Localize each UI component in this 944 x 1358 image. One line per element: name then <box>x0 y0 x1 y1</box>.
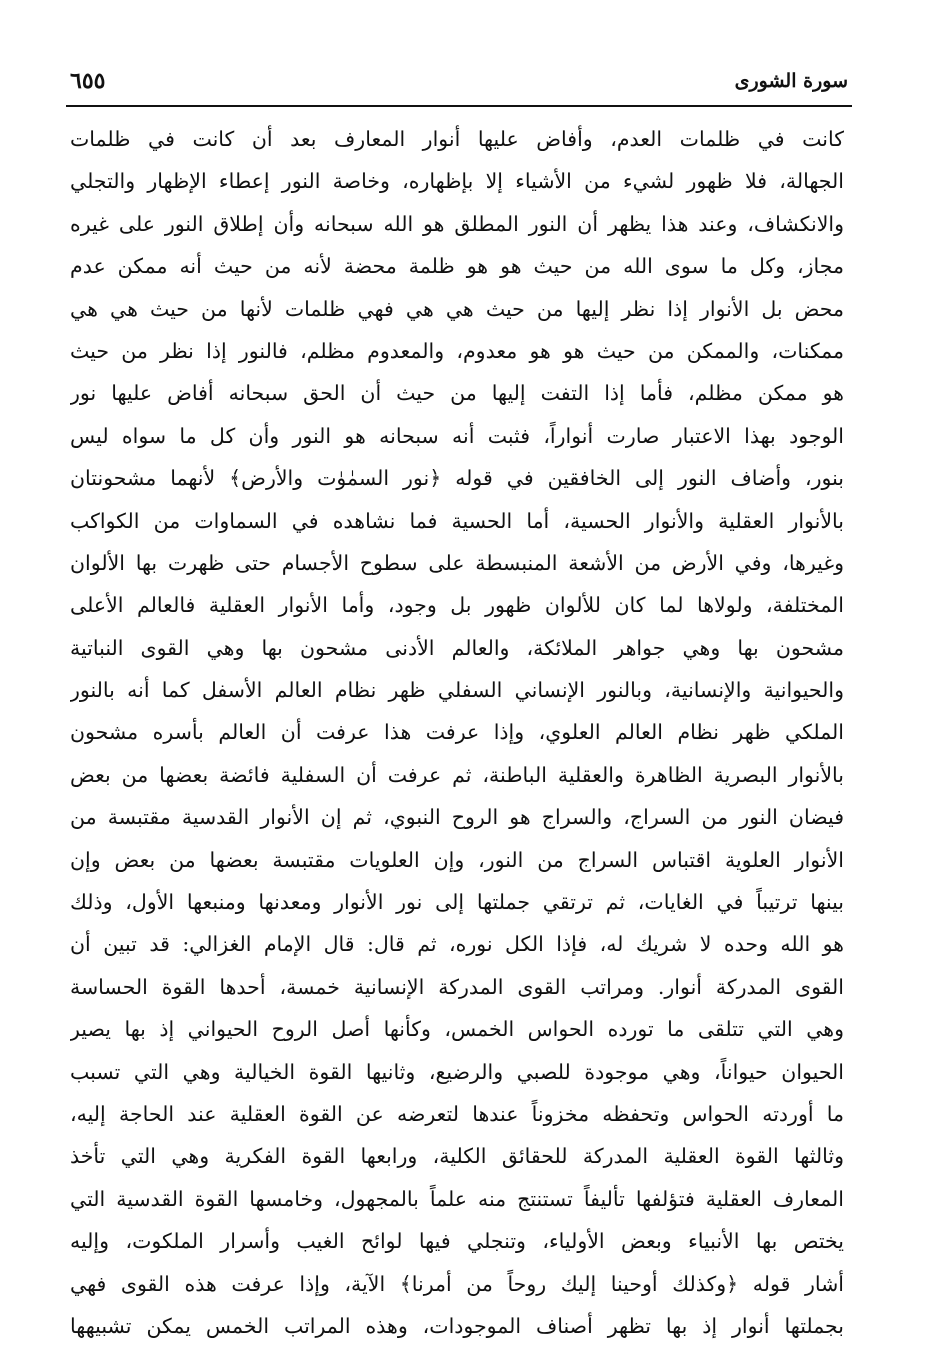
text-line: وغيرها، وفي الأرض من الأشعة المنبسطة على سطوح الأجسام حتى ظهرت بها الألوان <box>70 550 844 575</box>
text-line: فيضان النور من السراج، والسراج هو الروح النبوي، ثم إن الأنوار القدسية مقتبسة من <box>70 805 844 830</box>
page-number: ٦٥٥ <box>70 68 106 94</box>
text-line: بنور، وأضاف النور إلى الخافقين في قوله ﴿نور السمٰوٰت والأرض﴾ لأنهما مشحونتان <box>70 466 844 491</box>
text-line: أشار قوله ﴿وكذلك أوحينا إليك روحاً من أمرنا﴾ الآية، وإذا عرفت هذه القوى فهي <box>70 1271 844 1296</box>
text-line: والانكشاف، وعند هذا يظهر أن النور المطلق هو الله سبحانه وأن إطلاق النور على غيره <box>70 211 844 236</box>
text-line: بالأنوار العقلية والأنوار الحسية، أما الحسية فما نشاهده في السماوات من الكواكب <box>70 508 844 533</box>
text-line: والحيوانية والإنسانية، وبالنور الإنساني السفلي ظهر نظام العالم الأسفل كما أنه بالنور <box>70 678 844 703</box>
text-line: بالأنوار البصرية الظاهرة والعقلية الباطنة، ثم عرفت أن السفلية فائضة بعضها من بعض <box>70 762 844 787</box>
header-divider <box>66 105 852 107</box>
text-line: الوجود بهذا الاعتبار صارت أنواراً، فثبت أنه سبحانه هو النور وأن كل ما سواه ليس <box>70 423 844 448</box>
text-line: هو ممكن مظلم، فأما إذا التفت إليها من حيث أن الحق سبحانه أفاض عليها نور <box>70 381 844 406</box>
text-line: القوى المدركة أنوار. ومراتب القوى المدركة الإنسانية خمسة، أحدها القوة الحساسة <box>70 974 844 999</box>
text-line: الملكي ظهر نظام العالم العلوي، وإذا عرفت هذا عرفت أن العالم بأسره مشحون <box>70 720 844 745</box>
text-line: وهي التي تتلقى ما توردە الحواس الخمس، وكأنها أصل الروح الحيواني إذ بها يصير <box>70 1017 844 1042</box>
text-line: الحيوان حيواناً، وهي موجودة للصبي والرضيع، وثانيها القوة الخيالية وهي التي تسبب <box>70 1059 844 1084</box>
text-line: مشحون بها وهي جواهر الملائكة، والعالم الأدنى مشحون بها وهي القوى النباتية <box>70 635 844 660</box>
page-header <box>66 64 852 102</box>
text-line: يختص بها الأنبياء وبعض الأولياء، وتنجلي فيها لوائح الغيب وأسرار الملكوت، وإليه <box>70 1229 844 1254</box>
text-line: المختلفة، ولولاها لما كان للألوان ظهور بل وجود، وأما الأنوار العقلية فالعالم الأعلى <box>70 593 844 618</box>
body-text <box>70 118 844 1347</box>
text-line: هو الله وحده لا شريك له، فإذا الكل نوره، ثم قال: قال الإمام الغزالي: قد تبين أن <box>70 932 844 957</box>
text-line: ممكنات، والممكن من حيث هو هو معدوم، والمعدوم مظلم، فالنور إذا نظر من حيث <box>70 338 844 363</box>
text-line: وثالثها القوة العقلية المدركة للحقائق الكلية، ورابعها القوة الفكرية وهي التي تأخذ <box>70 1144 844 1169</box>
text-line: كانت في ظلمات العدم، وأفاض عليها أنوار المعارف بعد أن كانت في ظلمات <box>70 127 844 151</box>
text-line: بجملتها أنوار إذ بها تظهر أصناف الموجودات، وهذه المراتب الخمس يمكن تشبيهها <box>70 1313 844 1338</box>
text-line: بينها ترتيباً في الغايات، ثم ترتقي جملتها إلى نور الأنوار ومعدنها ومنبعها الأول، وذلك <box>70 890 844 915</box>
text-line: الجهالة، فلا ظهور لشيء من الأشياء إلا بإظهاره، وخاصة النور إعطاء الإظهار والتجلي <box>70 169 844 194</box>
surah-title: سورة الشورى <box>734 70 848 92</box>
text-line: الأنوار العلوية اقتباس السراج من النور، وإن العلويات مقتبسة بعضها من بعض وإن <box>70 847 844 872</box>
text-line: محض بل الأنوار إذا نظر إليها من حيث هي هي فهي ظلمات لأنها من حيث هي هي <box>70 296 844 321</box>
text-line: ما أوردته الحواس وتحفظه مخزوناً عندها لتعرضه عن القوة العقلية عند الحاجة إليه، <box>70 1101 844 1126</box>
text-line: مجاز، وكل ما سوى الله من حيث هو هو ظلمة محضة لأنه من حيث أنه ممكن عدم <box>70 254 844 279</box>
text-line: المعارف العقلية فتؤلفها تأليفاً تستنتج منه علماً بالمجهول، وخامسها القوة القدسية التي <box>70 1186 844 1211</box>
